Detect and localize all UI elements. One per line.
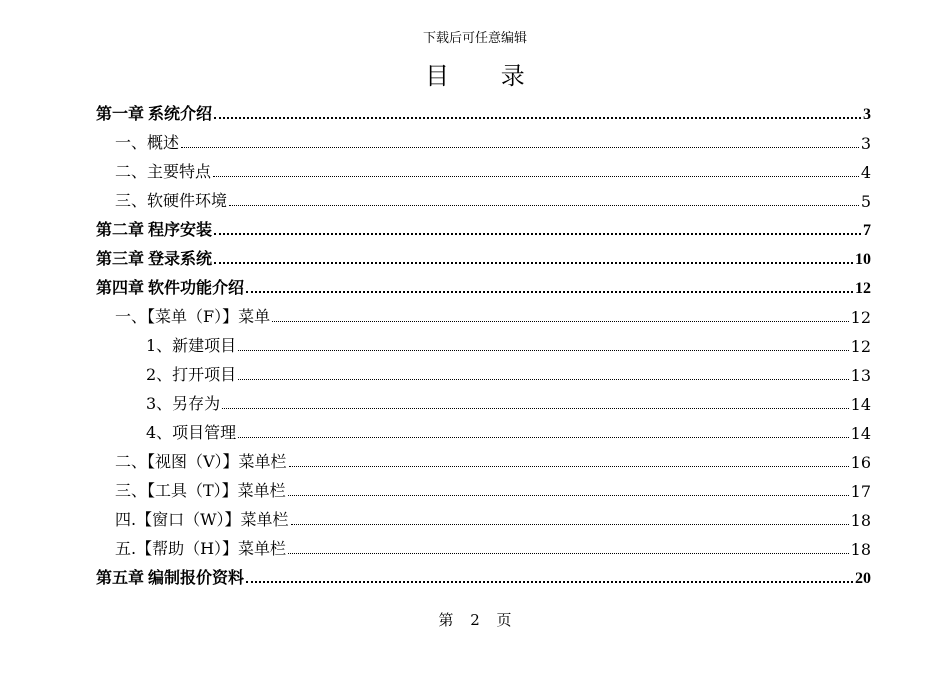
toc-leader-dots: [238, 436, 848, 438]
toc-leader-dots: [214, 232, 861, 235]
toc-entry[interactable]: [96, 414, 871, 443]
toc-entry-page: 3: [860, 134, 871, 153]
toc-entry-label: 第五章 编制报价资料: [96, 570, 245, 587]
toc-leader-dots: [246, 290, 853, 293]
toc-leader-dots: [272, 320, 849, 322]
toc-entry-page: 18: [850, 511, 871, 530]
toc-leader-dots: [238, 378, 848, 380]
toc-entry-page: 17: [850, 482, 871, 501]
toc-entry-label: 二、主要特点: [115, 162, 212, 181]
toc-leader-dots: [238, 349, 848, 351]
toc-entry-page: 12: [855, 280, 871, 297]
page-footer: [0, 609, 950, 630]
toc-entry[interactable]: [96, 385, 871, 414]
toc-entry[interactable]: [96, 182, 871, 211]
toc-entry-page: 12: [850, 337, 871, 356]
footer-prefix: 第: [438, 611, 454, 629]
toc-leader-dots: [181, 146, 859, 148]
toc-entry-page: 12: [850, 308, 871, 327]
toc-entry[interactable]: [96, 559, 871, 588]
toc-entry-page: 16: [850, 453, 871, 472]
page-header: 下载后可任意编辑: [422, 31, 527, 46]
toc-title: 目 录: [425, 62, 547, 90]
footer-page-number: 2: [470, 611, 480, 629]
toc-entry-page: 7: [863, 222, 871, 239]
toc-entry[interactable]: [96, 298, 871, 327]
toc-entry-label: 4、项目管理: [146, 423, 237, 442]
toc-entry-label: 一、【菜单（F）】菜单: [115, 307, 271, 326]
toc-entry-label: 3、另存为: [146, 394, 221, 413]
toc-entry-label: 第四章 软件功能介绍: [96, 280, 245, 297]
toc-entry-label: 三、【工具（T）】菜单栏: [115, 481, 286, 500]
toc-entry-page: 14: [850, 395, 871, 414]
toc-entry[interactable]: [96, 472, 871, 501]
toc-entry[interactable]: [96, 269, 871, 298]
toc-leader-dots: [288, 552, 849, 554]
toc-entry[interactable]: [96, 240, 871, 269]
toc-entry[interactable]: [96, 501, 871, 530]
toc-leader-dots: [214, 116, 861, 119]
toc-entry[interactable]: [96, 153, 871, 182]
toc-leader-dots: [291, 523, 849, 525]
toc-leader-dots: [214, 261, 853, 264]
toc-entry-label: 1、新建项目: [146, 336, 237, 355]
toc-entry[interactable]: [96, 530, 871, 559]
toc-entry[interactable]: [96, 443, 871, 472]
toc-entry-page: 20: [855, 570, 871, 587]
toc-entry[interactable]: [96, 356, 871, 385]
toc-entry-page: 3: [863, 106, 871, 123]
toc-entry-page: 4: [860, 163, 871, 182]
toc-entry-page: 10: [855, 251, 871, 268]
toc-entry[interactable]: [96, 327, 871, 356]
toc-leader-dots: [229, 204, 859, 206]
toc-entry-label: 一、概述: [115, 133, 180, 152]
toc-entry-label: 第一章 系统介绍: [96, 106, 213, 123]
toc-entry-label: 五.【帮助（H）】菜单栏: [115, 539, 287, 558]
footer-suffix: 页: [496, 611, 512, 629]
toc-leader-dots: [222, 407, 848, 409]
toc-leader-dots: [289, 465, 849, 467]
table-of-contents: [96, 95, 871, 588]
toc-entry-label: 四.【窗口（W）】菜单栏: [115, 510, 289, 529]
toc-leader-dots: [288, 494, 849, 496]
toc-entry-label: 第三章 登录系统: [96, 251, 213, 268]
toc-entry-label: 第二章 程序安装: [96, 222, 213, 239]
toc-entry-label: 二、【视图（V）】菜单栏: [115, 452, 287, 471]
toc-entry-page: 14: [850, 424, 871, 443]
toc-entry[interactable]: [96, 124, 871, 153]
toc-leader-dots: [213, 175, 859, 177]
toc-leader-dots: [246, 580, 853, 583]
toc-entry-page: 13: [850, 366, 871, 385]
toc-entry[interactable]: [96, 95, 871, 124]
toc-entry-label: 三、软硬件环境: [115, 191, 228, 210]
toc-entry-page: 5: [860, 192, 871, 211]
toc-entry-label: 2、打开项目: [146, 365, 237, 384]
toc-entry-page: 18: [850, 540, 871, 559]
toc-entry[interactable]: [96, 211, 871, 240]
